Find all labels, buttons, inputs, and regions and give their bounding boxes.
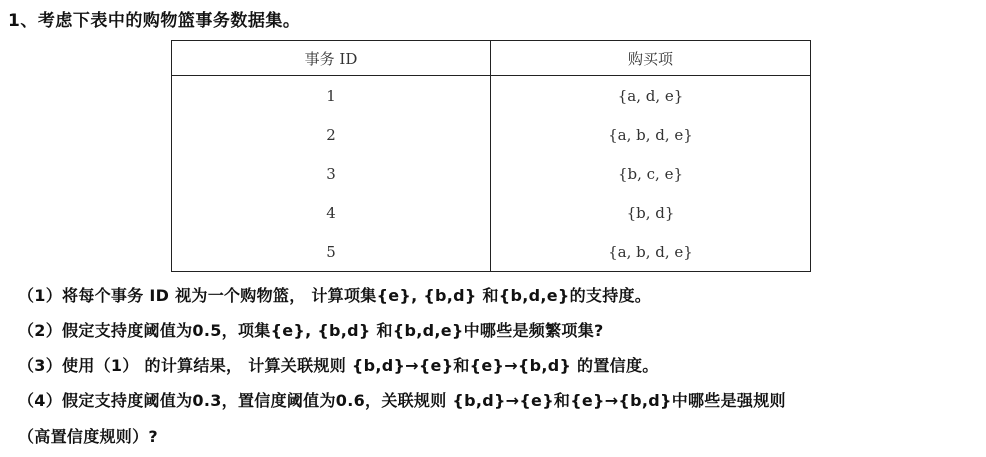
items-cell: {a, b, d, e} [608,125,693,144]
transaction-id-cell: 3 [172,154,491,193]
items-cell: {b, d} [626,203,675,222]
question-heading: 1、考虑下表中的购物篮事务数据集。 [8,11,301,31]
header-items: 购买项 [491,41,811,76]
transaction-id-cell: 2 [172,115,491,154]
table-header-row [172,41,811,76]
transaction-id-cell: 4 [172,193,491,232]
header-transaction-id: 事务 ID [172,41,491,76]
transaction-table [171,40,811,272]
question-4: （4）假定支持度阈值为0.3，置信度阈值为0.6，关联规则 {b,d}→{e}和{e}→{b,d}中哪些是强规则 [18,391,786,410]
question-2: （2）假定支持度阈值为0.5，项集{e}, {b,d} 和{b,d,e}中哪些是频繁项集? [18,321,604,340]
transaction-id-cell: 1 [172,76,491,116]
question-4-continuation: （高置信度规则）? [18,427,158,446]
items-cell: {a, d, e} [617,86,684,105]
table-row [172,76,811,116]
question-3: （3）使用（1） 的计算结果， 计算关联规则 {b,d}→{e}和{e}→{b,d} 的置信度。 [18,356,659,375]
items-cell: {a, b, d, e} [608,242,693,261]
transaction-id-cell: 5 [172,232,491,272]
table-row [172,232,811,272]
table-row [172,193,811,232]
table-row [172,154,811,193]
table-row [172,115,811,154]
question-1: （1）将每个事务 ID 视为一个购物篮， 计算项集{e}, {b,d} 和{b,d,e}的支持度。 [18,286,652,305]
items-cell: {b, c, e} [617,164,684,183]
